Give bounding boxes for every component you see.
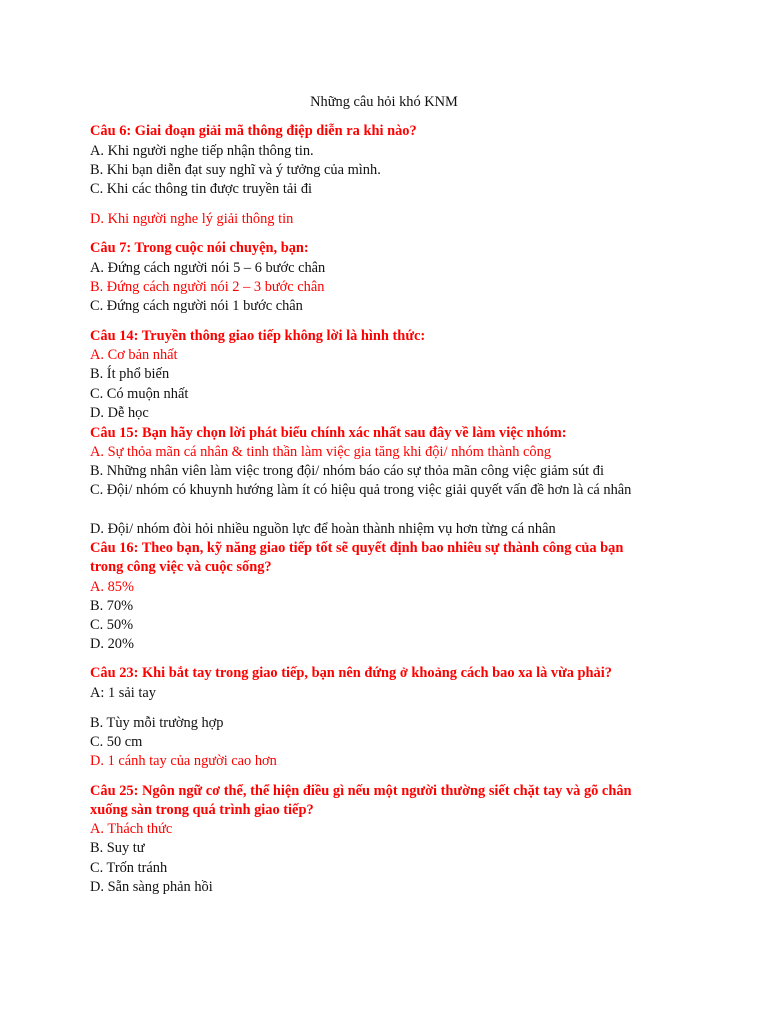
- q14-option-c: C. Có muộn nhất: [90, 386, 189, 402]
- question-7: Câu 7: Trong cuộc nói chuyện, bạn:: [90, 240, 309, 256]
- q15-option-a-correct: A. Sự thỏa mãn cá nhân & tinh thần làm việc gia tăng khi đội/ nhóm thành công: [90, 444, 552, 460]
- q15-option-c: C. Đội/ nhóm có khuynh hướng làm ít có hiệu quả trong việc giải quyết vấn đề hơn là cá nhân: [90, 482, 632, 498]
- q16-option-d: D. 20%: [90, 636, 134, 652]
- question-15: Câu 15: Bạn hãy chọn lời phát biểu chính xác nhất sau đây về làm việc nhóm:: [90, 425, 567, 441]
- document-title: Những câu hỏi khó KNM: [310, 94, 458, 110]
- q16-option-c: C. 50%: [90, 617, 134, 633]
- q6-option-a: A. Khi người nghe tiếp nhận thông tin.: [90, 143, 314, 159]
- q6-option-b: B. Khi bạn diễn đạt suy nghĩ và ý tưởng của mình.: [90, 162, 381, 178]
- q23-option-a: A: 1 sải tay: [90, 685, 156, 701]
- q14-option-b: B. Ít phổ biến: [90, 366, 170, 382]
- q23-option-d-correct: D. 1 cánh tay của người cao hơn: [90, 753, 277, 769]
- q25-option-d: D. Sẵn sàng phản hồi: [90, 879, 213, 895]
- q25-option-c: C. Trốn tránh: [90, 860, 168, 876]
- q23-option-b: B. Tùy mỗi trường hợp: [90, 715, 224, 731]
- q25-option-b: B. Suy tư: [90, 840, 145, 856]
- question-6: Câu 6: Giai đoạn giải mã thông điệp diễn ra khi nào?: [90, 123, 417, 139]
- q15-option-b: B. Những nhân viên làm việc trong đội/ nhóm báo cáo sự thỏa mãn công việc giảm sút đi: [90, 463, 604, 479]
- q16-option-b: B. 70%: [90, 598, 134, 614]
- q6-option-d-correct: D. Khi người nghe lý giải thông tin: [90, 211, 294, 227]
- q7-option-a: A. Đứng cách người nói 5 – 6 bước chân: [90, 260, 326, 276]
- q16-option-a-correct: A. 85%: [90, 579, 134, 595]
- q23-option-c: C. 50 cm: [90, 734, 143, 750]
- q7-option-b-correct: B. Đứng cách người nói 2 – 3 bước chân: [90, 279, 325, 295]
- question-14: Câu 14: Truyền thông giao tiếp không lời là hình thức:: [90, 328, 426, 344]
- q15-option-d: D. Đội/ nhóm đòi hỏi nhiều nguồn lực để hoàn thành nhiệm vụ hơn từng cá nhân: [90, 521, 556, 537]
- question-16: Câu 16: Theo bạn, kỹ năng giao tiếp tốt sẽ quyết định bao nhiêu sự thành công của bạn trong công việc và cuộc sống?: [90, 540, 624, 576]
- question-25: Câu 25: Ngôn ngữ cơ thể, thể hiện điều gì nếu một người thường siết chặt tay và gõ chân xuống sàn trong quá trình giao tiếp?: [90, 783, 632, 819]
- question-23: Câu 23: Khi bắt tay trong giao tiếp, bạn nên đứng ở khoảng cách bao xa là vừa phải?: [90, 665, 612, 681]
- q14-option-d: D. Dễ học: [90, 405, 149, 421]
- q7-option-c: C. Đứng cách người nói 1 bước chân: [90, 298, 303, 314]
- q6-option-c: C. Khi các thông tin được truyền tải đi: [90, 181, 313, 197]
- q25-option-a-correct: A. Thách thức: [90, 821, 173, 837]
- q14-option-a-correct: A. Cơ bản nhất: [90, 347, 178, 363]
